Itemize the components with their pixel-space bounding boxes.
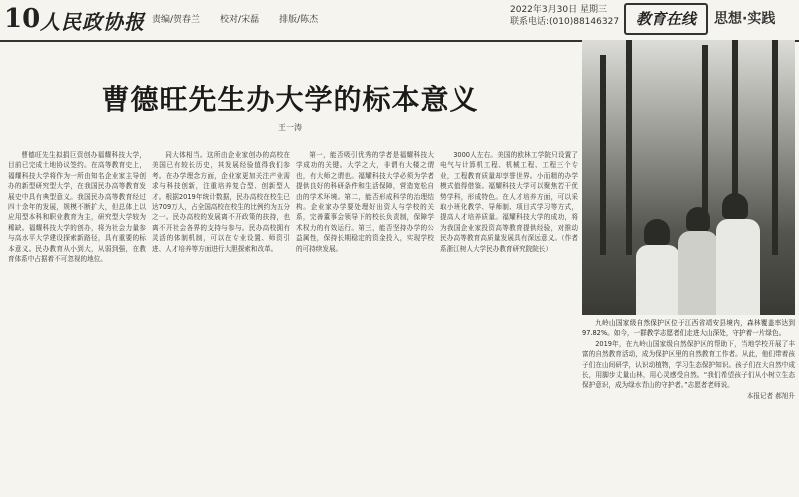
section-subtitle: 思想·实践 — [714, 11, 776, 27]
article-column — [440, 150, 578, 490]
article-column — [8, 150, 146, 490]
photo-person-body — [716, 219, 760, 315]
article-author: 王一涛 — [278, 123, 302, 132]
issue-date: 2022年3月30日 星期三 — [510, 5, 607, 15]
editor-credits — [152, 12, 318, 25]
article-body — [8, 150, 578, 490]
caption-lead: 九岭山国家级自然保护区位于江西省靖安县境内，森林覆盖率达到97.82%。如今，一群教学志愿者们走进大山深处，守护着一片绿色。 — [582, 319, 795, 338]
caption-signature: 本报记者 郝旭升 — [746, 391, 795, 400]
article-column — [152, 150, 290, 490]
photo-tree — [626, 40, 632, 255]
issue-info — [510, 4, 619, 28]
photo-person-body — [678, 231, 718, 315]
caption-body: 2019年，在九岭山国家级自然保护区的帮助下，当地学校开展了丰富的自然教育活动，成为保护区里的自然教育工作者。从此，他们带着孩子们在山间研学，认识动植物，学习生态保护知识。孩子们在大自然中成长，用脚步丈量山林，用心灵感受自然。“我们希望孩子们从小树立生态保护意识，成为绿水青山的守护者。”志愿者老师说。 — [582, 339, 795, 390]
photo-tree — [772, 40, 778, 255]
column-text: 曹德旺先生拟捐巨资创办福耀科技大学，目前已完成土地协议签约。在高等教育史上，福耀科技大学将作为一所由知名企业家主导创办的新型研究型大学，在我国民办高等教育发展史中具有典型意义。我国民办高等教育经过四十余年的发展，规模不断扩大，但总体上以应用型本科和职业教育为主，研究型大学较为稀缺。福耀科技大学的创办，将为社会力量参与高水平大学建设探索新路径，具有重要的标本意义。民办教育从小到大，从弱到强，在教育体系中占据着不可忽视的地位。 — [8, 151, 146, 264]
article-column — [296, 150, 434, 490]
editor-credit: 校对/宋磊 — [220, 15, 260, 25]
photo-person-head — [686, 207, 710, 231]
newspaper-header — [0, 0, 799, 42]
column-text: 第一，能否吸引优秀的学者是福耀科技大学成功的关键。大学之大，非谓有大楼之谓也，有大师之谓也。福耀科技大学必须为学者提供良好的科研条件和生活保障，营造宽松自由的学术环境。第二，能否形成科学的治理结构。企业家办学要处理好出资人与学校的关系，完善董事会领导下的校长负责制，保障学术权力的有效运行。第三，能否坚持办学的公益属性，保持长期稳定的资金投入，实现学校的可持续发展。 — [296, 151, 434, 253]
editor-credit: 排版/陈杰 — [279, 15, 319, 25]
photo-tree — [600, 55, 606, 255]
photo-caption — [582, 318, 795, 493]
photo-person-head — [644, 219, 670, 245]
contact-phone: 联系电话:(010)88146327 — [510, 17, 620, 27]
article-title: 曹德旺先生办大学的标本意义 — [101, 83, 479, 116]
news-photo — [582, 40, 795, 315]
masthead: 人民政协报 — [40, 10, 145, 34]
photo-person-body — [636, 245, 680, 315]
editor-credit: 责编/贺春兰 — [152, 15, 201, 25]
column-text: 3000人左右。美国的欧林工学院只设置了电气与计算机工程、机械工程、工程三个专业，工程教育质量却享誉世界。小而精的办学模式值得借鉴。福耀科技大学可以聚焦若干优势学科，形成特色。在人才培养方面，可以采取小班化教学、导师制、项目式学习等方式，提高人才培养质量。福耀科技大学的成功，将为我国企业家投资高等教育提供经验，对推动民办高等教育高质量发展具有深远意义。（作者系浙江树人大学民办教育研究院院长） — [440, 151, 578, 253]
column-text: 同大体相当。这所由企业家创办的高校在美国已有较长历史，其发展经验值得我们参考。在办学理念方面，企业家更加关注产业需求与科技创新，注重培养复合型、创新型人才。根据2019年统计数据，民办高校在校生已达709万人，占全国高校在校生的比例约为五分之一。民办高校的发展离不开政策的扶持，也离不开社会各界的支持与参与。民办高校拥有灵活的体制机制，可以在专业设置、师资引进、人才培养等方面进行大胆探索和改革。 — [152, 151, 290, 253]
photo-person-head — [722, 193, 748, 219]
section-logo: 教育在线 — [624, 3, 708, 35]
page-number: 10 — [4, 4, 41, 34]
